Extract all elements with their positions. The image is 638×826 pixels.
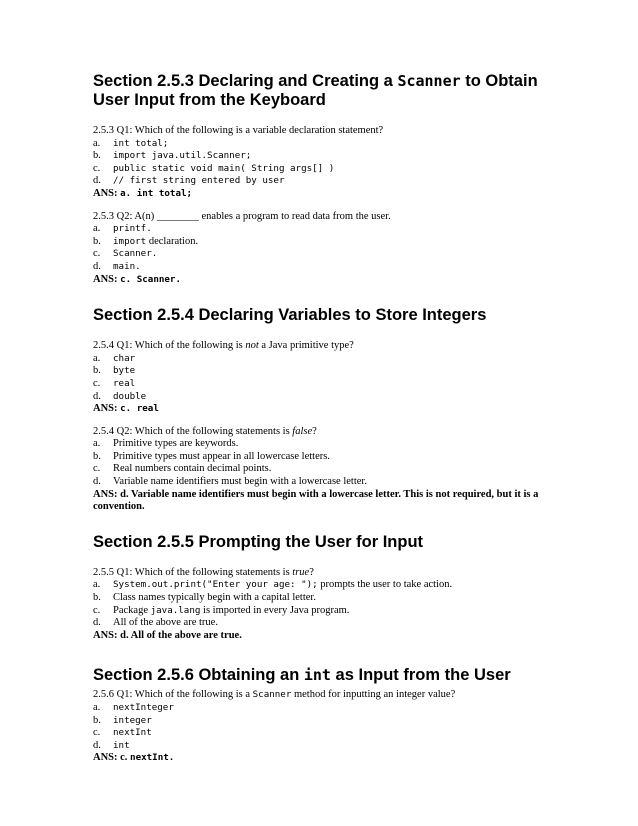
question-2-5-3-q1 [93, 125, 563, 201]
section-heading: Section 2.5.4 Declaring Variables to Store Integers [93, 306, 487, 325]
document-page [93, 72, 563, 765]
section-2-5-4 [93, 306, 563, 514]
option-d: d. Variable name identifiers must begin with a lowercase letter. [93, 476, 367, 488]
section-heading: Section 2.5.6 Obtaining an int as Input from the User [93, 666, 511, 685]
question-2-5-4-q1 [93, 340, 563, 416]
option-c: c. nextInt [93, 727, 152, 739]
option-b: b. Class names typically begin with a capital letter. [93, 592, 316, 604]
answer: ANS: c. Scanner. [93, 273, 181, 285]
question-stem: 2.5.4 Q2: Which of the following statements is false? [93, 425, 317, 437]
answer: ANS: d. All of the above are true. [93, 629, 242, 641]
option-b: b. byte [93, 365, 136, 377]
question-2-5-5-q1 [93, 567, 563, 643]
question-2-5-4-q2 [93, 426, 563, 514]
question-stem: 2.5.5 Q1: Which of the following statements is true? [93, 566, 314, 578]
option-b: b. import java.util.Scanner; [93, 150, 252, 162]
section-heading: Section 2.5.5 Prompting the User for Input [93, 532, 424, 551]
option-d: d. double [93, 390, 147, 402]
question-stem: 2.5.6 Q1: Which of the following is a Scanner method for inputting an integer value? [93, 689, 456, 701]
option-a: a. Primitive types are keywords. [93, 438, 239, 450]
option-d: d. All of the above are true. [93, 617, 218, 629]
section-2-5-5 [93, 533, 563, 643]
option-a: a. System.out.print("Enter your age: "); prompts the user to take action. [93, 579, 453, 591]
question-2-5-6-q1 [93, 689, 563, 765]
question-stem: 2.5.3 Q2: A(n) ________ enables a program to read data from the user. [93, 210, 391, 222]
option-d: d. // first string entered by user [93, 175, 285, 187]
option-b: b. Primitive types must appear in all lowercase letters. [93, 450, 330, 462]
option-c: c. Package java.lang is imported in every Java program. [93, 604, 350, 616]
option-c: c. real [93, 377, 136, 389]
answer: ANS: c. nextInt. [93, 752, 175, 764]
section-2-5-6 [93, 666, 563, 765]
option-d: d. main. [93, 260, 141, 272]
option-b: b. integer [93, 714, 152, 726]
question-stem: 2.5.3 Q1: Which of the following is a variable declaration statement? [93, 125, 384, 136]
option-c: c. Real numbers contain decimal points. [93, 463, 272, 475]
question-2-5-3-q2 [93, 211, 563, 287]
option-a: a. nextInteger [93, 702, 174, 713]
section-heading: Section 2.5.3 Declaring and Creating a Scanner to Obtain User Input from the Keyboard [93, 72, 538, 109]
answer: ANS: a. int total; [93, 187, 193, 199]
option-d: d. int [93, 739, 130, 751]
option-c: c. Scanner. [93, 248, 158, 260]
option-a: a. int total; [93, 137, 169, 149]
option-b: b. import declaration. [93, 235, 199, 247]
question-stem: 2.5.4 Q1: Which of the following is not a Java primitive type? [93, 340, 354, 352]
answer: ANS: c. real [93, 403, 159, 415]
option-a: a. printf. [93, 223, 152, 235]
option-a: a. char [93, 352, 136, 364]
answer: ANS: d. Variable name identifiers must begin with a lowercase letter. This is not required, but it is a convention. [93, 488, 539, 513]
section-2-5-3 [93, 72, 563, 286]
option-c: c. public static void main( String args[] ) [93, 162, 335, 174]
